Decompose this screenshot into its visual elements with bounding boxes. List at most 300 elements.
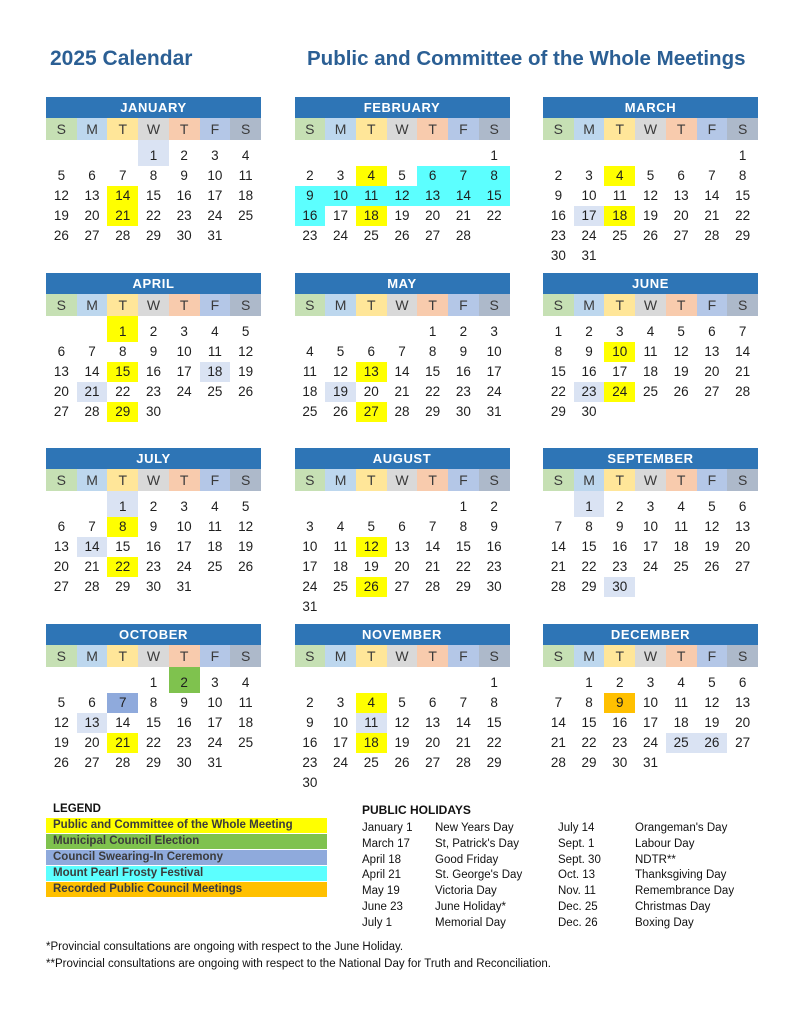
day-cell: 3 — [646, 499, 655, 514]
day-cell: 15 — [486, 714, 502, 730]
day-cell: 21 — [425, 559, 441, 574]
day-cell: 16 — [302, 734, 318, 750]
day-cell: 21 — [455, 734, 471, 750]
holiday-date: Dec. 25 — [558, 900, 598, 913]
holiday-name: Thanksgiving Day — [635, 869, 727, 882]
day-cell: 3 — [211, 148, 219, 163]
month-header: JULY — [46, 448, 261, 469]
empty-cell — [77, 667, 108, 693]
day-cell: 27 — [53, 579, 69, 594]
weekday-header: T — [107, 645, 138, 667]
month-july — [46, 448, 261, 597]
weekday-header: F — [448, 469, 479, 491]
day-cell: 8 — [459, 519, 468, 534]
weekday-header: W — [387, 118, 418, 140]
day-cell: 27 — [394, 579, 410, 594]
month-december — [543, 624, 758, 773]
day-cell: 23 — [145, 559, 161, 574]
weekday-header: T — [417, 118, 448, 140]
day-meeting: 24 — [604, 382, 635, 402]
day-cell: 25 — [673, 559, 689, 574]
day-cell: 2 — [149, 499, 158, 514]
day-festival: 12 — [387, 186, 418, 206]
weekday-header: W — [138, 469, 169, 491]
day-cell: 13 — [425, 714, 441, 730]
day-cell: 18 — [673, 539, 689, 554]
day-cell: 17 — [642, 539, 658, 554]
day-meeting: 8 — [107, 517, 138, 537]
day-holiday: 18 — [200, 362, 231, 382]
day-cell: 16 — [612, 714, 628, 730]
day-cell: 27 — [735, 734, 751, 750]
holiday-date: April 21 — [362, 869, 401, 882]
day-cell: 22 — [115, 383, 131, 399]
day-cell: 12 — [642, 188, 658, 203]
weekday-header: T — [169, 469, 200, 491]
day-cell: 25 — [642, 383, 658, 399]
day-holiday: 17 — [574, 206, 605, 226]
weekday-header: T — [107, 294, 138, 316]
day-cell: 25 — [363, 754, 379, 770]
weekday-header: M — [77, 118, 108, 140]
day-cell: 15 — [115, 539, 131, 554]
day-cell: 20 — [53, 559, 69, 574]
day-cell: 10 — [176, 519, 192, 534]
day-cell: 26 — [238, 383, 254, 399]
weekday-header: S — [46, 645, 77, 667]
day-cell: 15 — [425, 363, 441, 379]
day-cell: 16 — [145, 539, 161, 554]
empty-cell — [387, 316, 418, 342]
empty-cell — [448, 597, 479, 617]
weekday-header: S — [727, 645, 758, 667]
day-meeting: 10 — [604, 342, 635, 362]
empty-cell — [387, 773, 418, 793]
day-cell: 23 — [145, 383, 161, 399]
empty-cell — [417, 667, 448, 693]
day-cell: 9 — [306, 714, 314, 730]
day-cell: 9 — [180, 694, 188, 710]
holiday-name: Boxing Day — [635, 916, 694, 929]
day-cell: 10 — [207, 168, 223, 183]
day-festival: 11 — [356, 186, 387, 206]
weekday-header: S — [727, 294, 758, 316]
calendar-grid — [46, 97, 758, 799]
day-cell: 1 — [490, 148, 498, 163]
day-cell: 26 — [53, 228, 69, 243]
day-cell: 20 — [363, 383, 379, 399]
day-cell: 24 — [207, 734, 223, 750]
day-holiday: 11 — [356, 713, 387, 733]
empty-cell — [635, 140, 666, 166]
empty-cell — [325, 773, 356, 793]
day-cell: 25 — [302, 403, 318, 419]
legend-item-recorded: Recorded Public Council Meetings — [46, 882, 327, 897]
empty-cell — [356, 316, 387, 342]
day-cell: 11 — [238, 694, 253, 710]
weekday-header: F — [200, 294, 231, 316]
holiday-name: Good Friday — [435, 853, 499, 866]
day-festival: 10 — [325, 186, 356, 206]
day-cell: 14 — [704, 188, 720, 203]
day-holiday: 1 — [107, 491, 138, 517]
empty-cell — [543, 491, 574, 517]
legend-item-election: Municipal Council Election — [46, 834, 327, 849]
day-cell: 20 — [84, 208, 100, 223]
day-cell: 25 — [238, 734, 254, 750]
day-cell: 18 — [238, 188, 254, 203]
day-cell: 16 — [145, 363, 161, 379]
empty-cell — [325, 597, 356, 617]
holiday-name: Remembrance Day — [635, 885, 735, 898]
day-cell: 14 — [394, 363, 410, 379]
weekday-header: F — [697, 469, 728, 491]
day-cell: 25 — [207, 383, 223, 399]
day-cell: 29 — [581, 579, 597, 594]
day-cell: 1 — [585, 674, 593, 690]
weekday-header: T — [417, 645, 448, 667]
day-cell: 7 — [554, 694, 563, 710]
day-cell: 27 — [673, 228, 689, 243]
empty-cell — [543, 140, 574, 166]
day-cell: 14 — [455, 714, 471, 730]
day-cell: 4 — [677, 674, 685, 690]
weekday-header: W — [635, 294, 666, 316]
day-cell: 6 — [708, 323, 716, 339]
day-cell: 28 — [455, 754, 471, 770]
weekday-header: S — [46, 118, 77, 140]
day-cell: 14 — [550, 539, 566, 554]
day-cell: 13 — [53, 539, 69, 554]
day-cell: 16 — [612, 539, 628, 554]
day-cell: 12 — [238, 519, 254, 534]
day-cell: 17 — [176, 363, 192, 379]
day-cell: 20 — [735, 539, 751, 554]
day-cell: 31 — [486, 403, 502, 419]
day-cell: 28 — [704, 228, 720, 243]
day-cell: 8 — [428, 343, 437, 359]
day-cell: 23 — [176, 208, 192, 223]
day-cell: 3 — [490, 323, 498, 339]
day-cell: 5 — [708, 674, 716, 690]
month-june — [543, 273, 758, 422]
day-cell: 17 — [486, 363, 502, 379]
holiday-date: June 23 — [362, 900, 403, 913]
day-cell: 17 — [207, 188, 223, 203]
weekday-header: S — [295, 294, 326, 316]
day-cell: 3 — [336, 168, 345, 183]
day-holiday: 19 — [325, 382, 356, 402]
empty-cell — [325, 140, 356, 166]
day-cell: 30 — [612, 754, 628, 770]
weekday-header: T — [604, 118, 635, 140]
day-holiday: 21 — [77, 382, 108, 402]
weekday-header: T — [107, 469, 138, 491]
day-cell: 22 — [550, 383, 566, 399]
day-cell: 13 — [704, 343, 720, 359]
empty-cell — [479, 773, 510, 793]
weekday-header: W — [138, 118, 169, 140]
day-cell: 1 — [738, 148, 747, 163]
weekday-header: F — [697, 118, 728, 140]
weekday-header: W — [635, 118, 666, 140]
day-cell: 30 — [176, 228, 192, 243]
day-cell: 10 — [642, 694, 658, 710]
day-cell: 2 — [306, 694, 314, 710]
day-cell: 6 — [88, 694, 96, 710]
day-cell: 5 — [646, 168, 655, 183]
empty-cell — [666, 246, 697, 266]
weekday-header: T — [356, 645, 387, 667]
day-cell: 2 — [554, 168, 563, 183]
day-cell: 12 — [238, 343, 254, 359]
empty-cell — [417, 140, 448, 166]
day-cell: 14 — [425, 539, 441, 554]
day-cell: 11 — [643, 343, 658, 359]
day-cell: 15 — [145, 714, 161, 730]
day-cell: 19 — [704, 714, 720, 730]
day-cell: 4 — [211, 499, 219, 514]
day-cell: 30 — [550, 248, 566, 263]
day-cell: 10 — [176, 343, 192, 359]
day-cell: 14 — [84, 363, 100, 379]
day-cell: 17 — [642, 714, 658, 730]
public-holidays — [362, 803, 775, 933]
day-holiday: 14 — [77, 537, 108, 557]
weekday-header: S — [230, 469, 261, 491]
weekday-header: M — [574, 469, 605, 491]
day-cell: 2 — [616, 499, 624, 514]
day-cell: 19 — [642, 208, 658, 223]
day-cell: 27 — [53, 403, 69, 419]
empty-cell — [356, 773, 387, 793]
day-cell: 24 — [333, 754, 349, 770]
day-meeting: 27 — [356, 402, 387, 422]
day-holiday: 30 — [604, 577, 635, 597]
day-cell: 3 — [585, 168, 593, 183]
day-cell: 17 — [333, 734, 349, 750]
day-cell: 24 — [333, 228, 349, 243]
day-cell: 7 — [88, 519, 96, 534]
day-cell: 5 — [708, 499, 716, 514]
weekday-header: S — [727, 118, 758, 140]
day-cell: 5 — [367, 519, 376, 534]
day-holiday: 13 — [77, 713, 108, 733]
legend-item-meeting: Public and Committee of the Whole Meeting — [46, 818, 327, 833]
day-cell: 22 — [735, 208, 751, 223]
weekday-header: S — [295, 118, 326, 140]
day-cell: 19 — [238, 363, 254, 379]
empty-cell — [46, 491, 77, 517]
day-cell: 9 — [554, 188, 563, 203]
day-festival: 7 — [448, 166, 479, 186]
weekday-header: S — [46, 294, 77, 316]
day-meeting: 22 — [107, 557, 138, 577]
day-cell: 10 — [581, 188, 597, 203]
empty-cell — [448, 140, 479, 166]
day-cell: 22 — [145, 734, 161, 750]
empty-cell — [697, 753, 728, 773]
empty-cell — [666, 753, 697, 773]
day-cell: 16 — [581, 363, 597, 379]
day-cell: 29 — [486, 754, 502, 770]
day-cell: 7 — [738, 323, 747, 339]
day-cell: 16 — [176, 714, 192, 730]
day-cell: 15 — [581, 539, 597, 554]
day-cell: 11 — [302, 363, 317, 379]
day-holiday: 1 — [138, 140, 169, 166]
empty-cell — [356, 491, 387, 517]
holiday-name: NDTR** — [635, 853, 676, 866]
day-cell: 9 — [616, 519, 624, 534]
weekday-header: T — [356, 294, 387, 316]
empty-cell — [697, 140, 728, 166]
month-header: SEPTEMBER — [543, 448, 758, 469]
day-cell: 24 — [207, 208, 223, 223]
weekday-header: T — [169, 294, 200, 316]
day-cell: 3 — [616, 323, 624, 339]
month-header: JUNE — [543, 273, 758, 294]
empty-cell — [697, 246, 728, 266]
empty-cell — [200, 577, 231, 597]
day-recorded: 9 — [604, 693, 635, 713]
empty-cell — [387, 491, 418, 517]
weekday-header: F — [448, 118, 479, 140]
empty-cell — [727, 246, 758, 266]
empty-cell — [230, 577, 261, 597]
day-cell: 28 — [550, 579, 566, 594]
weekday-header: S — [295, 645, 326, 667]
day-cell: 8 — [149, 694, 158, 710]
day-cell: 23 — [455, 383, 471, 399]
empty-cell — [295, 316, 326, 342]
day-cell: 31 — [207, 228, 223, 243]
day-cell: 26 — [673, 383, 689, 399]
day-cell: 24 — [486, 383, 502, 399]
weekday-header: T — [666, 118, 697, 140]
weekday-header: F — [448, 294, 479, 316]
day-cell: 26 — [53, 754, 69, 770]
empty-cell — [666, 140, 697, 166]
day-cell: 11 — [674, 519, 689, 534]
day-cell: 7 — [554, 519, 563, 534]
day-cell: 29 — [581, 754, 597, 770]
weekday-header: M — [574, 645, 605, 667]
empty-cell — [635, 402, 666, 422]
weekday-header: T — [169, 645, 200, 667]
day-cell: 14 — [735, 343, 751, 359]
day-festival: 13 — [417, 186, 448, 206]
weekday-header: T — [107, 118, 138, 140]
day-cell: 26 — [238, 559, 254, 574]
day-cell: 23 — [550, 228, 566, 243]
day-cell: 3 — [211, 674, 219, 690]
day-cell: 15 — [735, 188, 751, 203]
empty-cell — [635, 577, 666, 597]
weekday-header: S — [543, 469, 574, 491]
empty-cell — [666, 402, 697, 422]
legend — [46, 803, 327, 898]
day-meeting: 29 — [107, 402, 138, 422]
holiday-name: Christmas Day — [635, 900, 711, 913]
day-festival: 16 — [295, 206, 326, 226]
day-cell: 26 — [394, 754, 410, 770]
empty-cell — [356, 667, 387, 693]
day-cell: 17 — [333, 208, 349, 223]
day-cell: 25 — [333, 579, 349, 594]
month-may — [295, 273, 510, 422]
day-cell: 13 — [735, 519, 751, 534]
day-cell: 20 — [84, 734, 100, 750]
empty-cell — [107, 140, 138, 166]
day-cell: 20 — [394, 559, 410, 574]
month-header: NOVEMBER — [295, 624, 510, 645]
day-meeting: 4 — [356, 693, 387, 713]
month-august — [295, 448, 510, 617]
weekday-header: M — [325, 645, 356, 667]
day-cell: 28 — [425, 579, 441, 594]
day-cell: 29 — [550, 403, 566, 419]
day-cell: 30 — [581, 403, 597, 419]
day-cell: 28 — [115, 228, 131, 243]
empty-cell — [604, 402, 635, 422]
day-cell: 27 — [735, 559, 751, 574]
empty-cell — [387, 597, 418, 617]
weekday-header: T — [356, 469, 387, 491]
weekday-header: M — [77, 294, 108, 316]
holiday-name: St. George's Day — [435, 869, 523, 882]
empty-cell — [77, 316, 108, 342]
day-cell: 25 — [363, 228, 379, 243]
day-cell: 17 — [176, 539, 192, 554]
day-cell: 6 — [88, 168, 96, 183]
day-meeting: 18 — [604, 206, 635, 226]
holiday-date: July 1 — [362, 916, 393, 929]
weekday-header: T — [666, 645, 697, 667]
day-cell: 18 — [302, 383, 318, 399]
day-festival: 9 — [295, 186, 326, 206]
day-cell: 1 — [554, 323, 563, 339]
day-cell: 18 — [207, 539, 223, 554]
day-cell: 11 — [612, 188, 627, 203]
holiday-date: March 17 — [362, 837, 410, 850]
empty-cell — [46, 316, 77, 342]
day-cell: 27 — [425, 228, 441, 243]
day-cell: 16 — [550, 208, 566, 223]
empty-cell — [417, 491, 448, 517]
day-cell: 8 — [149, 168, 158, 183]
day-cell: 22 — [145, 208, 161, 223]
day-cell: 18 — [333, 559, 349, 574]
day-meeting: 18 — [356, 206, 387, 226]
day-cell: 26 — [642, 228, 658, 243]
holiday-name: St, Patrick's Day — [435, 837, 519, 850]
day-cell: 12 — [53, 188, 69, 203]
day-meeting: 18 — [356, 733, 387, 753]
day-cell: 11 — [674, 694, 689, 710]
day-cell: 28 — [84, 579, 100, 594]
weekday-header: T — [604, 469, 635, 491]
empty-cell — [356, 597, 387, 617]
day-cell: 21 — [84, 559, 100, 574]
day-cell: 31 — [581, 248, 597, 263]
day-cell: 1 — [490, 674, 498, 690]
day-cell: 30 — [302, 774, 318, 790]
empty-cell — [230, 402, 261, 422]
day-cell: 21 — [735, 363, 751, 379]
day-cell: 9 — [459, 343, 468, 359]
day-cell: 15 — [455, 539, 471, 554]
